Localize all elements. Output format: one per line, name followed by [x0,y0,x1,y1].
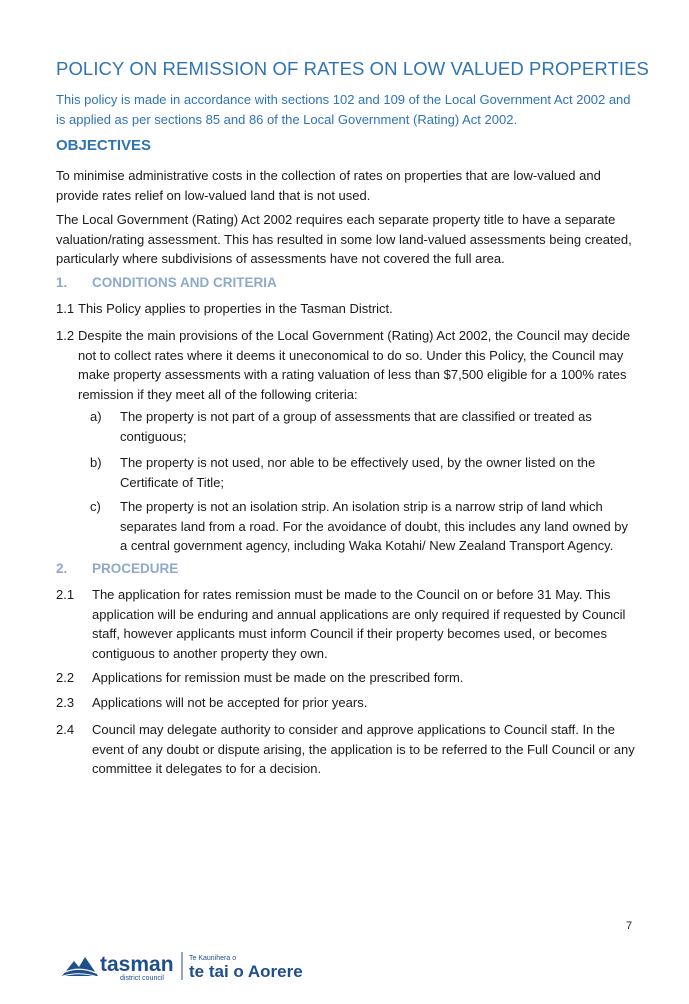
criterion-text: The property is not part of a group of assessments that are classified or treated as contiguous; [120,409,592,444]
clause-number: 2.3 [56,695,75,710]
section-2-title: PROCEDURE [92,561,179,576]
tasman-district-council-logo [62,946,322,982]
clause-text: Council may delegate authority to consider and approve applications to Council staff. In the event of any doubt or dispute arising, the application is to be referred to the Full Council or any committee it delegates to for a decision. [92,722,635,776]
criterion-a [90,407,632,446]
policy-intro: This policy is made in accordance with sections 102 and 109 of the Local Government Act 2002 and is applied as per sections 85 and 86 of the Local Government (Rating) Act 2002. [56,92,631,127]
clause-number: 1.2 [56,328,75,343]
clause-number: 1.1 [56,301,75,316]
clause-text: This Policy applies to properties in the Tasman District. [78,301,393,316]
clause-1-1 [56,299,640,319]
clause-text: Applications will not be accepted for prior years. [92,695,368,710]
criterion-label: c) [90,499,101,514]
logo-maori-small: Te Kaunihera o [189,955,237,962]
clause-2-1 [56,585,640,663]
criterion-text: The property is not used, nor able to be effectively used, by the owner listed on the Certificate of Title; [120,455,596,490]
criterion-b [90,453,632,492]
section-1-title: CONDITIONS AND CRITERIA [92,275,277,290]
clause-text: Applications for remission must be made on the prescribed form. [92,670,464,685]
section-2-number: 2. [56,561,68,576]
clause-2-3 [56,693,640,713]
objectives-paragraph-2: The Local Government (Rating) Act 2002 requires each separate property title to have a separate valuation/rating assessment. This has resulted in some low land-valued assessments being created, particularly where subdivisions of assessments have not covered the full area. [56,212,632,266]
objectives-paragraph-1: To minimise administrative costs in the collection of rates on properties that are low-valued and provide rates relief on low-valued land that is not used. [56,168,601,203]
section-2-heading [56,561,178,576]
clause-number: 2.4 [56,722,75,737]
clause-number: 2.1 [56,587,75,602]
clause-2-2 [56,668,640,688]
clause-number: 2.2 [56,670,75,685]
clause-text: Despite the main provisions of the Local Government (Rating) Act 2002, the Council may decide not to collect rates where it deems it uneconomical to do so. Under this Policy, the Council may make property assessments with a rating valuation of less than $7,500 eligible for a 100% rates remission if they meet all of the following criteria: [78,328,631,402]
section-1-heading [56,275,277,290]
logo-maori-large: te tai o Aorere [189,962,303,981]
objectives-heading: OBJECTIVES [56,137,152,154]
clause-text: The application for rates remission must be made to the Council on or before 31 May. This application will be enduring and annual applications are only required if requested by Council staff, however applicants must inform Council if their property becomes used, or becomes contiguous to another property they own. [92,587,626,661]
criterion-label: a) [90,409,102,424]
clause-1-2 [56,326,640,404]
criterion-label: b) [90,455,102,470]
criterion-c [90,497,632,556]
page-number: 7 [626,920,633,932]
section-1-number: 1. [56,275,68,290]
clause-2-4 [56,720,640,779]
policy-title: POLICY ON REMISSION OF RATES ON LOW VALUED PROPERTIES [56,58,649,79]
criterion-text: The property is not an isolation strip. An isolation strip is a narrow strip of land which separates land from a road. For the avoidance of doubt, this includes any land owned by a central government agency, including Waka Kotahi/ New Zealand Transport Agency. [120,499,629,553]
mountain-icon [62,957,98,977]
logo-subline: district council [120,975,164,982]
logo-wordmark: tasman [100,953,174,976]
